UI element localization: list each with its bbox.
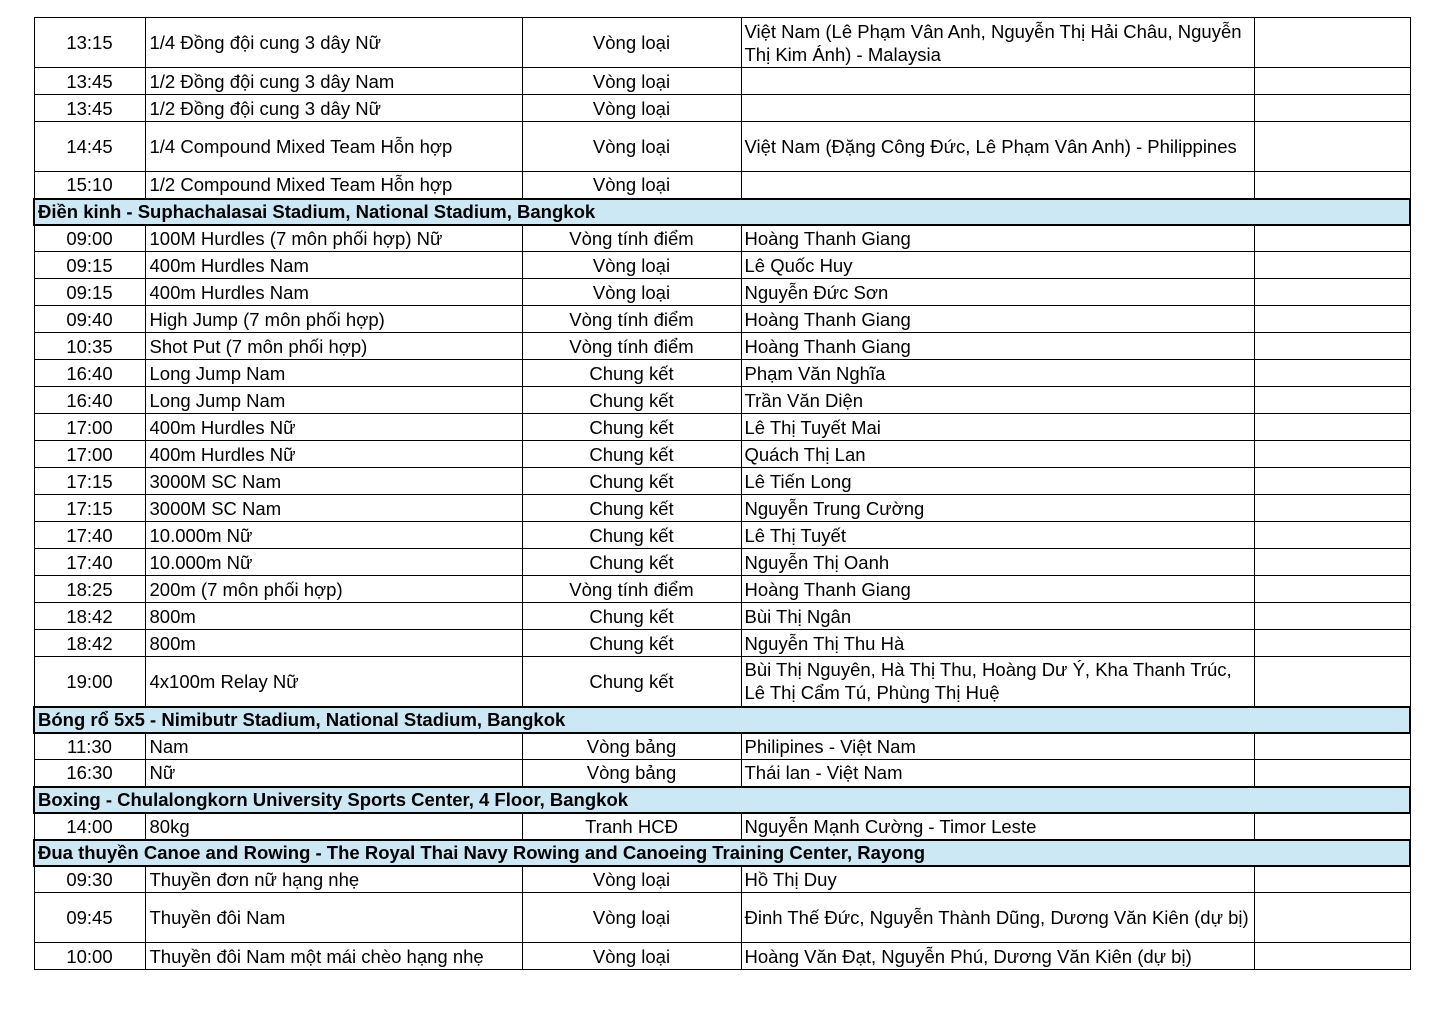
time-cell: 09:15 — [34, 252, 145, 279]
round-cell: Vòng tính điểm — [522, 576, 741, 603]
time-cell: 15:10 — [34, 172, 145, 199]
time-cell: 09:40 — [34, 306, 145, 333]
result-cell — [1254, 122, 1410, 172]
athletes-cell: Việt Nam (Lê Phạm Vân Anh, Nguyễn Thị Hải Châu, Nguyễn Thị Kim Ánh) - Malaysia — [741, 18, 1254, 68]
round-cell: Chung kết — [522, 441, 741, 468]
result-cell — [1254, 495, 1410, 522]
round-cell: Vòng loại — [522, 172, 741, 199]
event-row — [34, 760, 1410, 787]
time-cell: 11:30 — [34, 733, 145, 760]
event-cell: Thuyền đôi Nam một mái chèo hạng nhẹ — [145, 943, 522, 970]
round-cell: Chung kết — [522, 657, 741, 707]
round-cell: Vòng tính điểm — [522, 306, 741, 333]
result-cell — [1254, 813, 1410, 840]
athletes-cell: Hoàng Thanh Giang — [741, 333, 1254, 360]
athletes-cell: Bùi Thị Ngân — [741, 603, 1254, 630]
time-cell: 09:15 — [34, 279, 145, 306]
result-cell — [1254, 866, 1410, 893]
time-cell: 17:40 — [34, 522, 145, 549]
round-cell: Vòng tính điểm — [522, 333, 741, 360]
event-row — [34, 603, 1410, 630]
round-cell: Vòng loại — [522, 866, 741, 893]
event-row — [34, 414, 1410, 441]
round-cell: Chung kết — [522, 468, 741, 495]
event-cell: Thuyền đôi Nam — [145, 893, 522, 943]
venue-header: Boxing - Chulalongkorn University Sports Center, 4 Floor, Bangkok — [34, 787, 1410, 813]
time-cell: 14:45 — [34, 122, 145, 172]
event-row — [34, 306, 1410, 333]
time-cell: 17:15 — [34, 468, 145, 495]
event-row — [34, 893, 1410, 943]
event-cell: 100M Hurdles (7 môn phối hợp) Nữ — [145, 225, 522, 252]
round-cell: Vòng bảng — [522, 733, 741, 760]
event-row — [34, 387, 1410, 414]
venue-header-row — [34, 840, 1410, 866]
athletes-cell: Nguyễn Trung Cường — [741, 495, 1254, 522]
result-cell — [1254, 387, 1410, 414]
event-row — [34, 252, 1410, 279]
time-cell: 16:30 — [34, 760, 145, 787]
time-cell: 10:00 — [34, 943, 145, 970]
result-cell — [1254, 733, 1410, 760]
round-cell: Vòng loại — [522, 18, 741, 68]
time-cell: 17:00 — [34, 414, 145, 441]
athletes-cell: Lê Tiến Long — [741, 468, 1254, 495]
time-cell: 09:45 — [34, 893, 145, 943]
event-row — [34, 522, 1410, 549]
schedule-table — [33, 17, 1411, 970]
event-row — [34, 813, 1410, 840]
event-cell: 1/2 Compound Mixed Team Hỗn hợp — [145, 172, 522, 199]
round-cell: Chung kết — [522, 387, 741, 414]
event-row — [34, 172, 1410, 199]
event-row — [34, 576, 1410, 603]
event-row — [34, 630, 1410, 657]
time-cell: 17:00 — [34, 441, 145, 468]
result-cell — [1254, 760, 1410, 787]
schedule-body — [34, 18, 1410, 970]
round-cell: Chung kết — [522, 522, 741, 549]
result-cell — [1254, 943, 1410, 970]
event-row — [34, 122, 1410, 172]
event-cell: Long Jump Nam — [145, 360, 522, 387]
athletes-cell: Philipines - Việt Nam — [741, 733, 1254, 760]
round-cell: Vòng tính điểm — [522, 225, 741, 252]
event-cell: 3000M SC Nam — [145, 495, 522, 522]
result-cell — [1254, 657, 1410, 707]
result-cell — [1254, 603, 1410, 630]
athletes-cell: Hoàng Thanh Giang — [741, 225, 1254, 252]
athletes-cell: Đinh Thế Đức, Nguyễn Thành Dũng, Dương Văn Kiên (dự bị) — [741, 893, 1254, 943]
round-cell: Vòng loại — [522, 893, 741, 943]
event-cell: High Jump (7 môn phối hợp) — [145, 306, 522, 333]
time-cell: 14:00 — [34, 813, 145, 840]
athletes-cell: Phạm Văn Nghĩa — [741, 360, 1254, 387]
time-cell: 16:40 — [34, 387, 145, 414]
event-cell: Thuyền đơn nữ hạng nhẹ — [145, 866, 522, 893]
event-cell: 80kg — [145, 813, 522, 840]
event-row — [34, 95, 1410, 122]
athletes-cell: Nguyễn Đức Sơn — [741, 279, 1254, 306]
venue-header: Điền kinh - Suphachalasai Stadium, National Stadium, Bangkok — [34, 199, 1410, 225]
result-cell — [1254, 576, 1410, 603]
round-cell: Vòng loại — [522, 943, 741, 970]
time-cell: 19:00 — [34, 657, 145, 707]
result-cell — [1254, 306, 1410, 333]
round-cell: Chung kết — [522, 360, 741, 387]
event-cell: 1/4 Đồng đội cung 3 dây Nữ — [145, 18, 522, 68]
event-cell: Shot Put (7 môn phối hợp) — [145, 333, 522, 360]
venue-header: Bóng rổ 5x5 - Nimibutr Stadium, National Stadium, Bangkok — [34, 707, 1410, 733]
event-cell: 200m (7 môn phối hợp) — [145, 576, 522, 603]
time-cell: 09:00 — [34, 225, 145, 252]
event-row — [34, 943, 1410, 970]
time-cell: 18:42 — [34, 630, 145, 657]
athletes-cell: Hoàng Thanh Giang — [741, 576, 1254, 603]
athletes-cell: Việt Nam (Đặng Công Đức, Lê Phạm Vân Anh) - Philippines — [741, 122, 1254, 172]
result-cell — [1254, 333, 1410, 360]
result-cell — [1254, 225, 1410, 252]
round-cell: Tranh HCĐ — [522, 813, 741, 840]
event-cell: 1/2 Đồng đội cung 3 dây Nữ — [145, 95, 522, 122]
venue-header-row — [34, 787, 1410, 813]
result-cell — [1254, 893, 1410, 943]
round-cell: Vòng bảng — [522, 760, 741, 787]
event-row — [34, 68, 1410, 95]
event-row — [34, 225, 1410, 252]
result-cell — [1254, 522, 1410, 549]
event-cell: 400m Hurdles Nam — [145, 279, 522, 306]
event-cell: 400m Hurdles Nam — [145, 252, 522, 279]
time-cell: 18:42 — [34, 603, 145, 630]
athletes-cell: Nguyễn Thị Oanh — [741, 549, 1254, 576]
event-cell: 400m Hurdles Nữ — [145, 441, 522, 468]
athletes-cell — [741, 95, 1254, 122]
time-cell: 17:15 — [34, 495, 145, 522]
event-cell: Nữ — [145, 760, 522, 787]
athletes-cell — [741, 68, 1254, 95]
athletes-cell: Nguyễn Thị Thu Hà — [741, 630, 1254, 657]
event-row — [34, 279, 1410, 306]
time-cell: 13:45 — [34, 95, 145, 122]
result-cell — [1254, 18, 1410, 68]
result-cell — [1254, 441, 1410, 468]
result-cell — [1254, 630, 1410, 657]
athletes-cell: Hồ Thị Duy — [741, 866, 1254, 893]
athletes-cell: Hoàng Văn Đạt, Nguyễn Phú, Dương Văn Kiên (dự bị) — [741, 943, 1254, 970]
result-cell — [1254, 549, 1410, 576]
athletes-cell: Nguyễn Mạnh Cường - Timor Leste — [741, 813, 1254, 840]
time-cell: 16:40 — [34, 360, 145, 387]
event-row — [34, 657, 1410, 707]
event-cell: 10.000m Nữ — [145, 549, 522, 576]
time-cell: 13:15 — [34, 18, 145, 68]
round-cell: Chung kết — [522, 603, 741, 630]
event-cell: Long Jump Nam — [145, 387, 522, 414]
event-row — [34, 333, 1410, 360]
athletes-cell: Lê Thị Tuyết Mai — [741, 414, 1254, 441]
venue-header-row — [34, 199, 1410, 225]
round-cell: Vòng loại — [522, 122, 741, 172]
venue-header-row — [34, 707, 1410, 733]
event-cell: 1/2 Đồng đội cung 3 dây Nam — [145, 68, 522, 95]
athletes-cell: Bùi Thị Nguyên, Hà Thị Thu, Hoàng Dư Ý, Kha Thanh Trúc, Lê Thị Cẩm Tú, Phùng Thị Huệ — [741, 657, 1254, 707]
round-cell: Chung kết — [522, 549, 741, 576]
result-cell — [1254, 252, 1410, 279]
athletes-cell: Lê Quốc Huy — [741, 252, 1254, 279]
event-row — [34, 441, 1410, 468]
event-row — [34, 733, 1410, 760]
event-cell: 10.000m Nữ — [145, 522, 522, 549]
result-cell — [1254, 172, 1410, 199]
event-cell: Nam — [145, 733, 522, 760]
athletes-cell: Lê Thị Tuyết — [741, 522, 1254, 549]
result-cell — [1254, 95, 1410, 122]
round-cell: Chung kết — [522, 630, 741, 657]
time-cell: 17:40 — [34, 549, 145, 576]
result-cell — [1254, 279, 1410, 306]
result-cell — [1254, 68, 1410, 95]
event-row — [34, 549, 1410, 576]
athletes-cell — [741, 172, 1254, 199]
round-cell: Chung kết — [522, 414, 741, 441]
time-cell: 13:45 — [34, 68, 145, 95]
round-cell: Vòng loại — [522, 279, 741, 306]
athletes-cell: Thái lan - Việt Nam — [741, 760, 1254, 787]
event-row — [34, 18, 1410, 68]
result-cell — [1254, 414, 1410, 441]
result-cell — [1254, 360, 1410, 387]
athletes-cell: Hoàng Thanh Giang — [741, 306, 1254, 333]
athletes-cell: Trần Văn Diện — [741, 387, 1254, 414]
event-cell: 1/4 Compound Mixed Team Hỗn hợp — [145, 122, 522, 172]
event-cell: 3000M SC Nam — [145, 468, 522, 495]
athletes-cell: Quách Thị Lan — [741, 441, 1254, 468]
round-cell: Chung kết — [522, 495, 741, 522]
event-row — [34, 495, 1410, 522]
time-cell: 09:30 — [34, 866, 145, 893]
round-cell: Vòng loại — [522, 68, 741, 95]
result-cell — [1254, 468, 1410, 495]
event-row — [34, 468, 1410, 495]
round-cell: Vòng loại — [522, 95, 741, 122]
time-cell: 10:35 — [34, 333, 145, 360]
venue-header: Đua thuyền Canoe and Rowing - The Royal Thai Navy Rowing and Canoeing Training Center, Rayong — [34, 840, 1410, 866]
event-row — [34, 866, 1410, 893]
event-cell: 800m — [145, 630, 522, 657]
round-cell: Vòng loại — [522, 252, 741, 279]
time-cell: 18:25 — [34, 576, 145, 603]
event-row — [34, 360, 1410, 387]
event-cell: 400m Hurdles Nữ — [145, 414, 522, 441]
event-cell: 4x100m Relay Nữ — [145, 657, 522, 707]
event-cell: 800m — [145, 603, 522, 630]
